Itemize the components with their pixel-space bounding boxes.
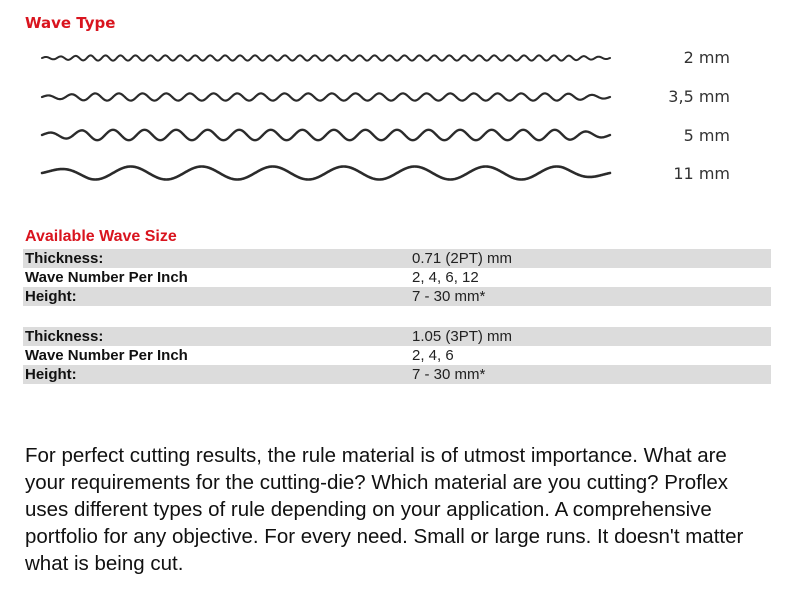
available-sizes-title: Available Wave Size xyxy=(25,228,177,245)
wave-line xyxy=(42,55,610,60)
spec-value: 2, 4, 6, 12 xyxy=(412,269,479,286)
spec-label: Wave Number Per Inch xyxy=(25,269,188,286)
spec-label: Thickness: xyxy=(25,250,104,267)
spec-label: Thickness: xyxy=(25,328,104,345)
wave-3-5mm-label: 3,5 mm xyxy=(668,87,730,106)
spec-row xyxy=(23,268,771,287)
spec-table-2pt xyxy=(23,249,771,306)
wave-2mm-label: 2 mm xyxy=(683,48,730,67)
spec-value: 7 - 30 mm* xyxy=(412,366,486,383)
spec-value: 0.71 (2PT) mm xyxy=(412,250,513,267)
spec-label: Height: xyxy=(25,366,77,383)
wave-5mm-label: 5 mm xyxy=(683,126,730,145)
wave-3-5mm-illustration xyxy=(40,88,615,106)
wave-11mm-illustration xyxy=(40,160,615,186)
wave-line xyxy=(42,93,610,100)
spec-value: 7 - 30 mm* xyxy=(412,288,486,305)
spec-label: Wave Number Per Inch xyxy=(25,347,188,364)
wave-line xyxy=(42,130,610,140)
spec-value: 1.05 (3PT) mm xyxy=(412,328,513,345)
wave-line xyxy=(42,167,610,180)
wave-2mm-illustration xyxy=(40,50,615,66)
spec-row xyxy=(23,327,771,346)
spec-row xyxy=(23,346,771,365)
spec-row xyxy=(23,365,771,384)
wave-5mm-illustration xyxy=(40,124,615,146)
spec-value: 2, 4, 6 xyxy=(412,347,454,364)
spec-row xyxy=(23,287,771,306)
wave-type-title: Wave Type xyxy=(25,14,116,32)
spec-table-3pt xyxy=(23,327,771,384)
wave-11mm-label: 11 mm xyxy=(673,164,730,183)
spec-label: Height: xyxy=(25,288,77,305)
spec-row xyxy=(23,249,771,268)
description-paragraph: For perfect cutting results, the rule material is of utmost importance. What are your requirements for the cutting-die? Which material are you cutting? Proflex uses different types of rule depending on your application. A comprehensive portfolio for any objective. For every need. Small or large runs. It doesn't matter what is being cut. xyxy=(25,444,744,575)
